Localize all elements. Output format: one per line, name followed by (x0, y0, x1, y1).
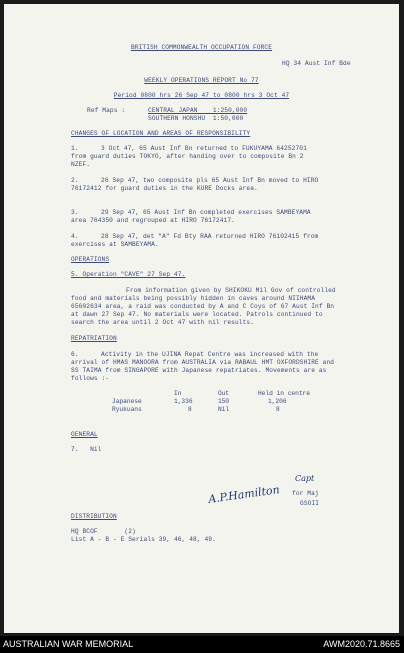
item-text: 3 Oct 47, 65 Aust Inf Bn returned to FUKUYAMA 64252701 from guard duties TOKYO, after handing over to composite Bn 2 NZEF. (71, 145, 307, 168)
table-header (112, 390, 174, 398)
table-cell: Japanese (112, 398, 142, 405)
document-page (4, 4, 399, 633)
signature: A.P.Hamilton (207, 483, 281, 506)
item-text: 26 Sep 47, two composite pls 65 Aust Inf Bn moved to HIRO 76172412 for guard duties in the KURE Docks area. (71, 177, 319, 192)
signatory-for: for Maj (292, 490, 319, 497)
operation-cave-text: From information given by SHIKOKU Mil Gov of controlled food and materials being possibly hidden in caves around NIIHAMA 65602634 area, a raid was conducted by A and C Coys of 67 Aust Inf Bn at dawn 27 Sep 47. No materials were located. Patrols continued to search the area until 2 Oct 47 with nil results. (71, 287, 336, 326)
table-row (112, 398, 316, 406)
section-heading-locations: CHANGES OF LOCATION AND AREAS OF RESPONSIBILITY (71, 130, 251, 137)
ref-maps-label: Ref Maps : (87, 107, 126, 114)
distribution-line: HQ BCOF (2) (71, 528, 136, 535)
item-text: 29 Sep 47, 65 Aust Inf Bn completed exercises SAMBEYAMA area 764350 and regrouped at HIRO 76172417. (71, 209, 311, 224)
item-number: 2. (71, 177, 79, 184)
ref-map-2: SOUTHERN HONSHU 1:50,000 (148, 115, 244, 122)
signatory-role: GSOII (300, 500, 320, 507)
table-cell: 1,336 (174, 398, 193, 405)
ref-map-1: CENTRAL JAPAN 1:250,000 (148, 107, 248, 114)
table-cell: Nil (218, 406, 230, 413)
section-heading-operations: OPERATIONS (71, 256, 110, 263)
table-header: In (174, 390, 182, 397)
item-number: 6. (71, 351, 79, 358)
table-header-row (112, 390, 316, 398)
report-title: WEEKLY OPERATIONS REPORT No 77 (144, 77, 259, 84)
movements-table (112, 390, 316, 414)
item-number: 1. (71, 145, 79, 152)
table-cell: 8 (276, 406, 280, 413)
table-header: Held in centre (258, 390, 310, 397)
distribution-line: List A - B - E Serials 39, 46, 48, 49. (71, 536, 216, 543)
section-heading-distribution: DISTRIBUTION (71, 513, 117, 520)
section-heading-general: GENERAL (71, 431, 98, 438)
archive-id: AWM2020.71.8665 (323, 639, 400, 649)
item-text: 28 Sep 47, det "A" Fd Bty RAA returned HIRO 76102415 from exercises at SAMBEYAMA. (71, 233, 319, 248)
section-heading-repatriation: REPATRIATION (71, 335, 117, 342)
document-title: BRITISH COMMONWEALTH OCCUPATION FORCE (130, 44, 273, 51)
item-number: 3. (71, 209, 79, 216)
item-number: 4. (71, 233, 79, 240)
signature-rank: Capt (295, 474, 315, 483)
table-cell: 1,206 (268, 398, 287, 405)
archive-footer (0, 636, 404, 653)
archive-name: AUSTRALIAN WAR MEMORIAL (3, 639, 134, 649)
table-header: Out (218, 390, 230, 397)
table-row (112, 406, 316, 414)
report-period: Period 0800 hrs 26 Sep 47 to 0800 hrs 3 Oct 47 (113, 92, 290, 99)
table-cell: 150 (218, 398, 230, 405)
repatriation-text: Activity in the UJINA Repat Centre was increased with the arrival of HMAS MANOORA from AUSTRALIA via RABAUL HMT OXFORDSHIRE and SS TAIMA from SINGAPORE with Japanese repatriates. Movements are as follows :- (71, 351, 335, 382)
table-cell: 8 (188, 406, 192, 413)
operation-cave-title: 5. Operation "CAVE" 27 Sep 47. (71, 271, 186, 278)
table-cell: Ryukuans (112, 406, 142, 413)
hq-designation: HQ 34 Aust Inf Bde (282, 60, 351, 67)
general-item: 7. Nil (71, 446, 102, 453)
